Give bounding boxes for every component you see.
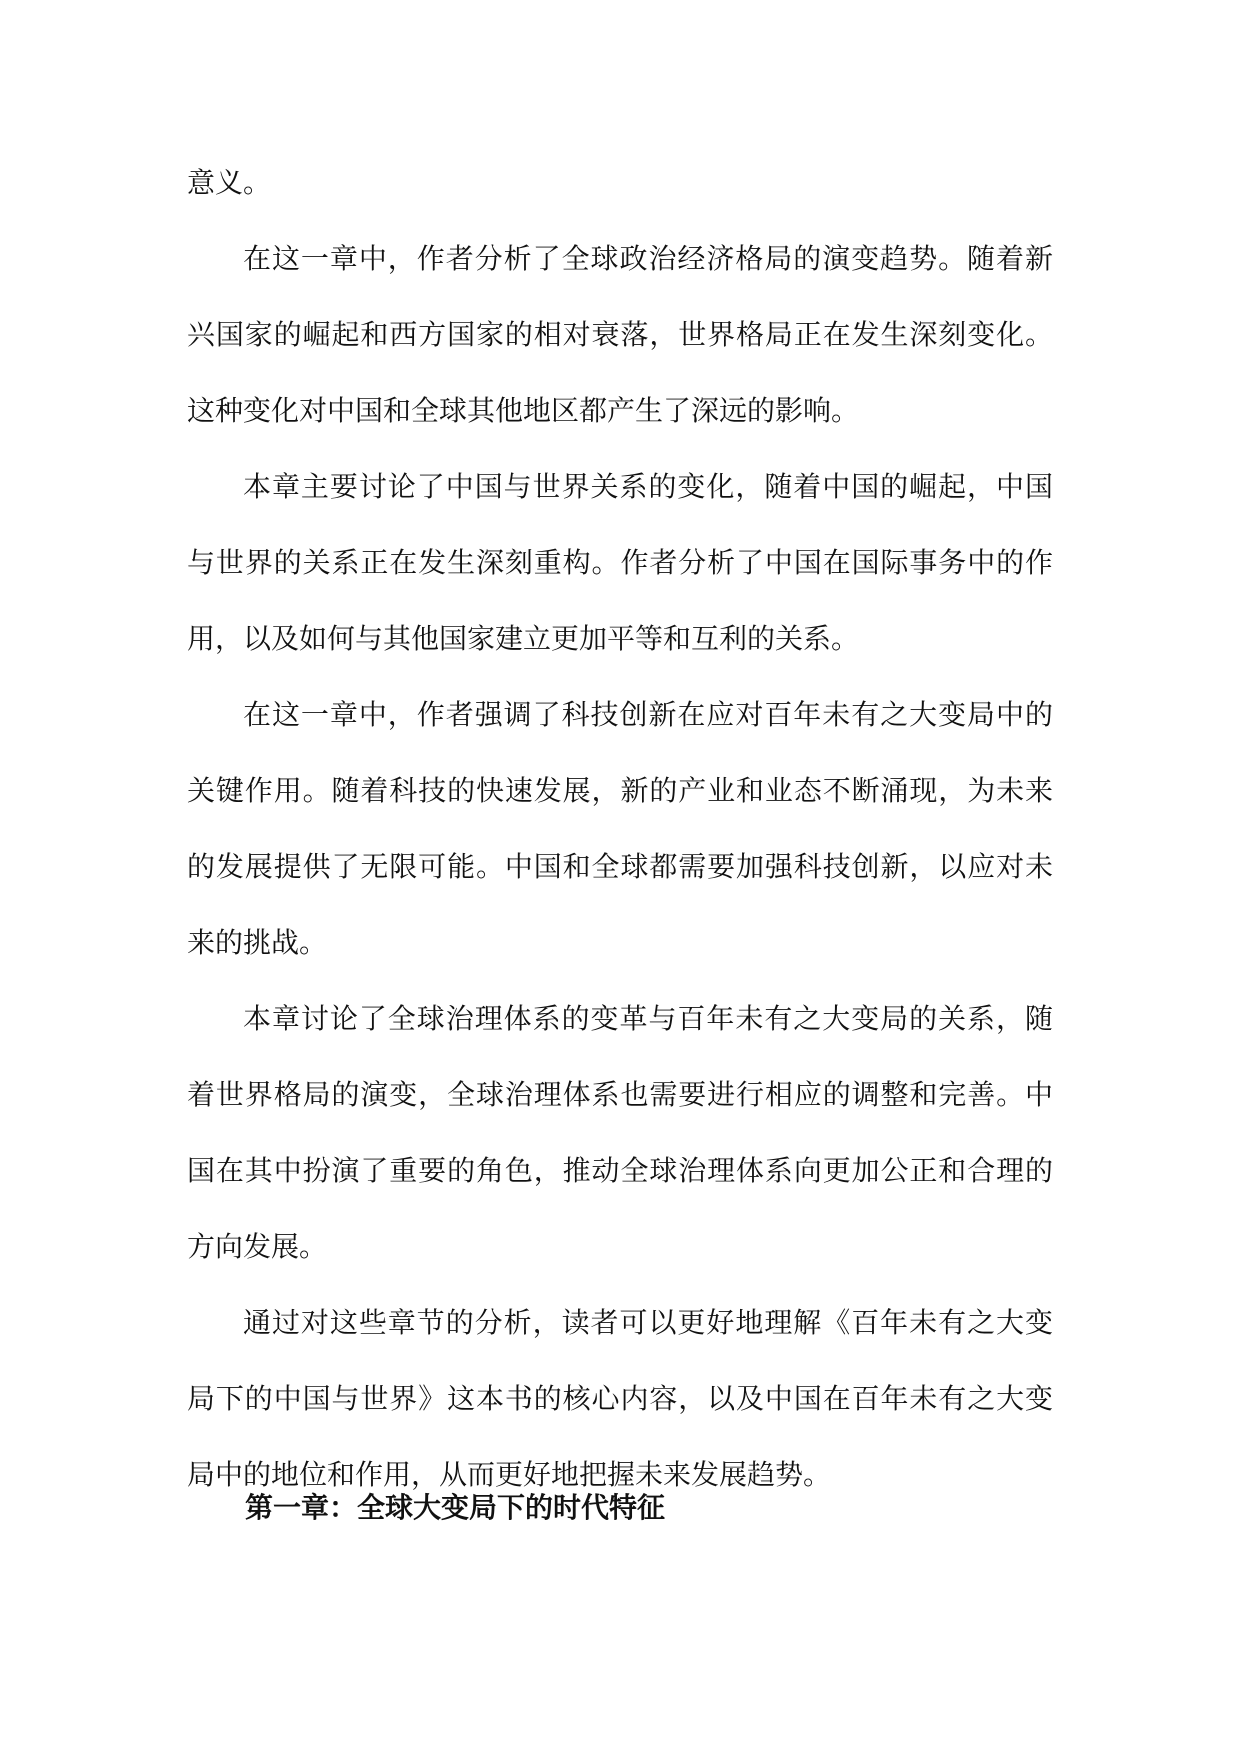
paragraph-global-governance: 本章讨论了全球治理体系的变革与百年未有之大变局的关系，随着世界格局的演变，全球治理体系也需要进行相应的调整和完善。中国在其中扮演了重要的角色，推动全球治理体系向更加公正和合理的方向发展。 [187, 1002, 1053, 1263]
paragraph-continued: 意义。 [187, 166, 272, 199]
paragraph-global-politics: 在这一章中，作者分析了全球政治经济格局的演变趋势。随着新兴国家的崛起和西方国家的相对衰落，世界格局正在发生深刻变化。这种变化对中国和全球其他地区都产生了深远的影响。 [187, 242, 1053, 427]
body-text [187, 145, 1053, 1513]
chapter-heading: 第一章：全球大变局下的时代特征 [245, 1491, 666, 1524]
paragraph-tech-innovation: 在这一章中，作者强调了科技创新在应对百年未有之大变局中的关键作用。随着科技的快速发展，新的产业和业态不断涌现，为未来的发展提供了无限可能。中国和全球都需要加强科技创新，以应对未来的挑战。 [187, 698, 1053, 959]
paragraph-summary: 通过对这些章节的分析，读者可以更好地理解《百年未有之大变局下的中国与世界》这本书的核心内容，以及中国在百年未有之大变局中的地位和作用，从而更好地把握未来发展趋势。 [187, 1306, 1053, 1491]
paragraph-china-world-relations: 本章主要讨论了中国与世界关系的变化，随着中国的崛起，中国与世界的关系正在发生深刻重构。作者分析了中国在国际事务中的作用，以及如何与其他国家建立更加平等和互利的关系。 [187, 470, 1053, 655]
